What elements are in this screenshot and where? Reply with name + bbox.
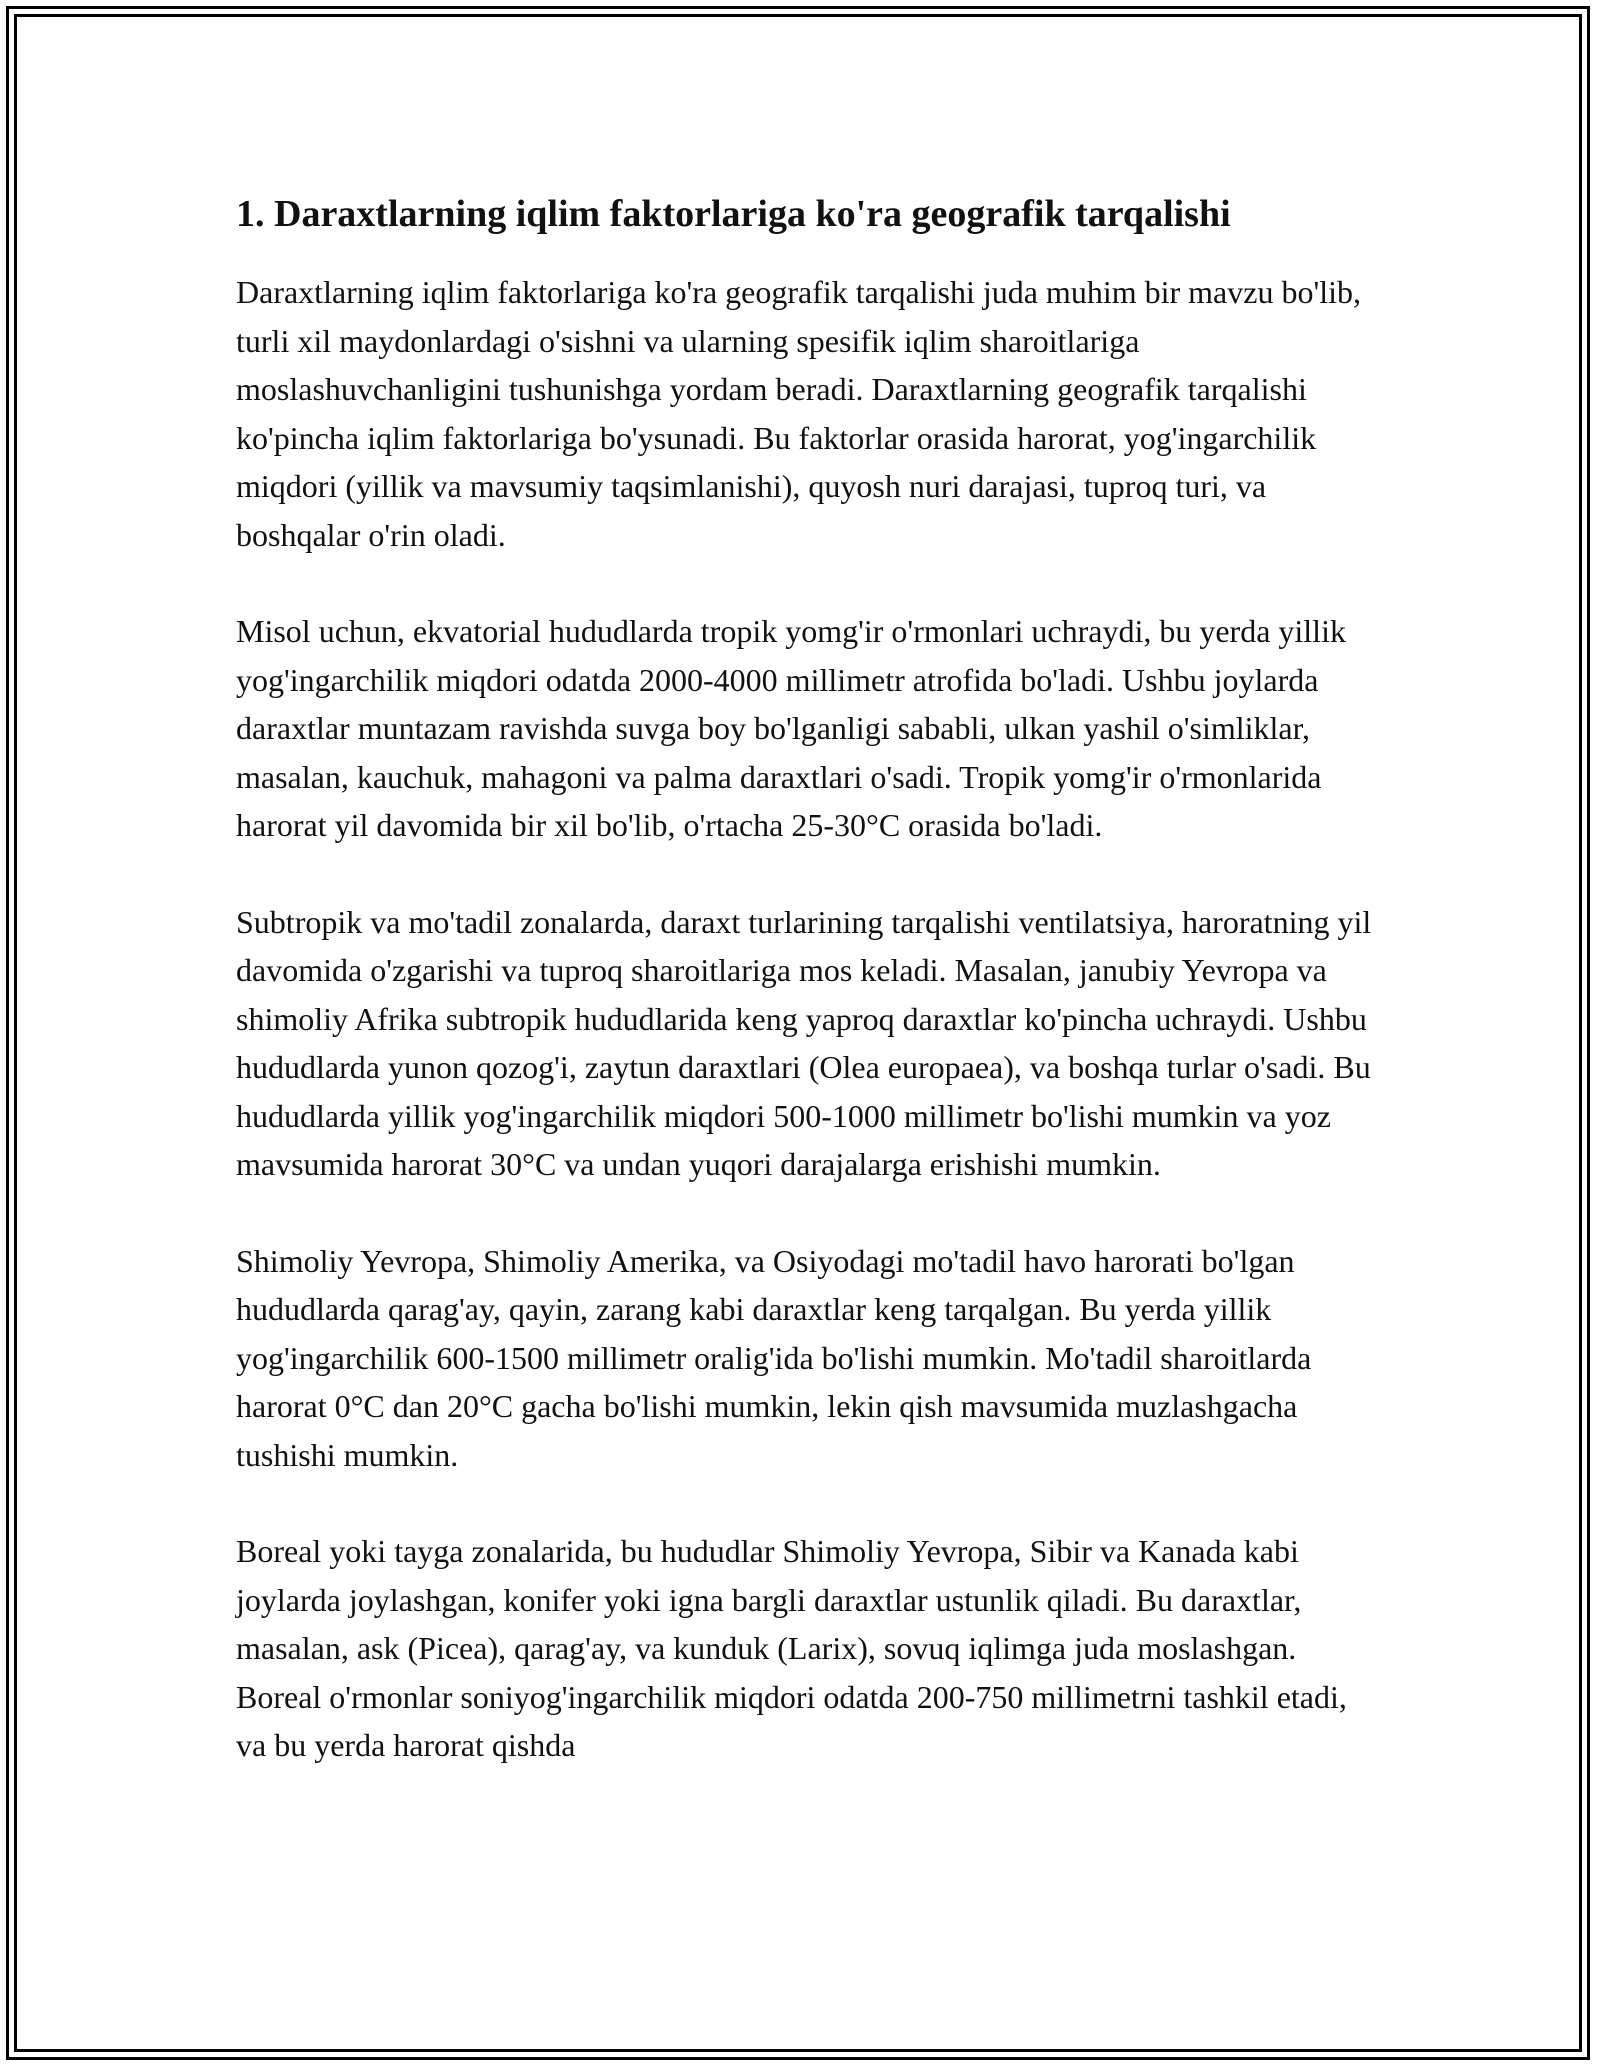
paragraph-1: Daraxtlarning iqlim faktorlariga ko'ra geografik tarqalishi juda muhim bir mavzu bo'lib, turli xil maydonlardagi o'sishni va ularning spesifik iqlim sharoitlariga moslashuvchanligini tushunishga yordam beradi. Daraxtlarning geografik tarqalishi ko'pincha iqlim faktorlariga bo'ysunadi. Bu faktorlar orasida harorat, yog'ingarchilik miqdori (yillik va mavsumiy taqsimlanishi), quyosh nuri darajasi, tuproq turi, va boshqalar o'rin oladi. [236, 274, 1361, 553]
paragraph-2: Misol uchun, ekvatorial hududlarda tropik yomg'ir o'rmonlari uchraydi, bu yerda yillik yog'ingarchilik miqdori odatda 2000-4000 millimetr atrofida bo'ladi. Ushbu joylarda daraxtlar muntazam ravishda suvga boy bo'lganligi sababli, ulkan yashil o'simliklar, masalan, kauchuk, mahagoni va palma daraxtlari o'sadi. Tropik yomg'ir o'rmonlarida harorat yil davomida bir xil bo'lib, o'rtacha 25-30°C orasida bo'ladi. [236, 613, 1346, 843]
paragraph-5: Boreal yoki tayga zonalarida, bu hududlar Shimoliy Yevropa, Sibir va Kanada kabi joylarda joylashgan, konifer yoki igna bargli daraxtlar ustunlik qiladi. Bu daraxtlar, masalan, ask (Picea), qarag'ay, va kunduk (Larix), sovuq iqlimga juda moslashgan. Boreal o'rmonlar soniyog'ingarchilik miqdori odatda 200-750 millimetrni tashkil etadi, va bu yerda harorat qishda [236, 1533, 1347, 1763]
paragraph-4: Shimoliy Yevropa, Shimoliy Amerika, va Osiyodagi mo'tadil havo harorati bo'lgan hududlarda qarag'ay, qayin, zarang kabi daraxtlar keng tarqalgan. Bu yerda yillik yog'ingarchilik 600-1500 millimetr oralig'ida bo'lishi mumkin. Mo'tadil sharoitlarda harorat 0°C dan 20°C gacha bo'lishi mumkin, lekin qish mavsumida muzlashgacha tushishi mumkin. [236, 1242, 1312, 1473]
document-body [236, 182, 1376, 1770]
paragraph-3: Subtropik va mo'tadil zonalarda, daraxt turlarining tarqalishi ventilatsiya, haroratning yil davomida o'zgarishi va tuproq sharoitlariga mos keladi. Masalan, janubiy Yevropa va shimoliy Afrika subtropik hududlarida keng yaproq daraxtlar ko'pincha uchraydi. Ushbu hududlarda yunon qozog'i, zaytun daraxtlari (Olea europaea), va boshqa turlar o'sadi. Bu hududlarda yillik yog'ingarchilik miqdori 500-1000 millimetr bo'lishi mumkin va yoz mavsumida harorat 30°C va undan yuqori darajalarga erishishi mumkin. [236, 903, 1372, 1182]
section-heading: 1. Daraxtlarning iqlim faktorlariga ko'ra geografik tarqalishi [236, 193, 1231, 235]
